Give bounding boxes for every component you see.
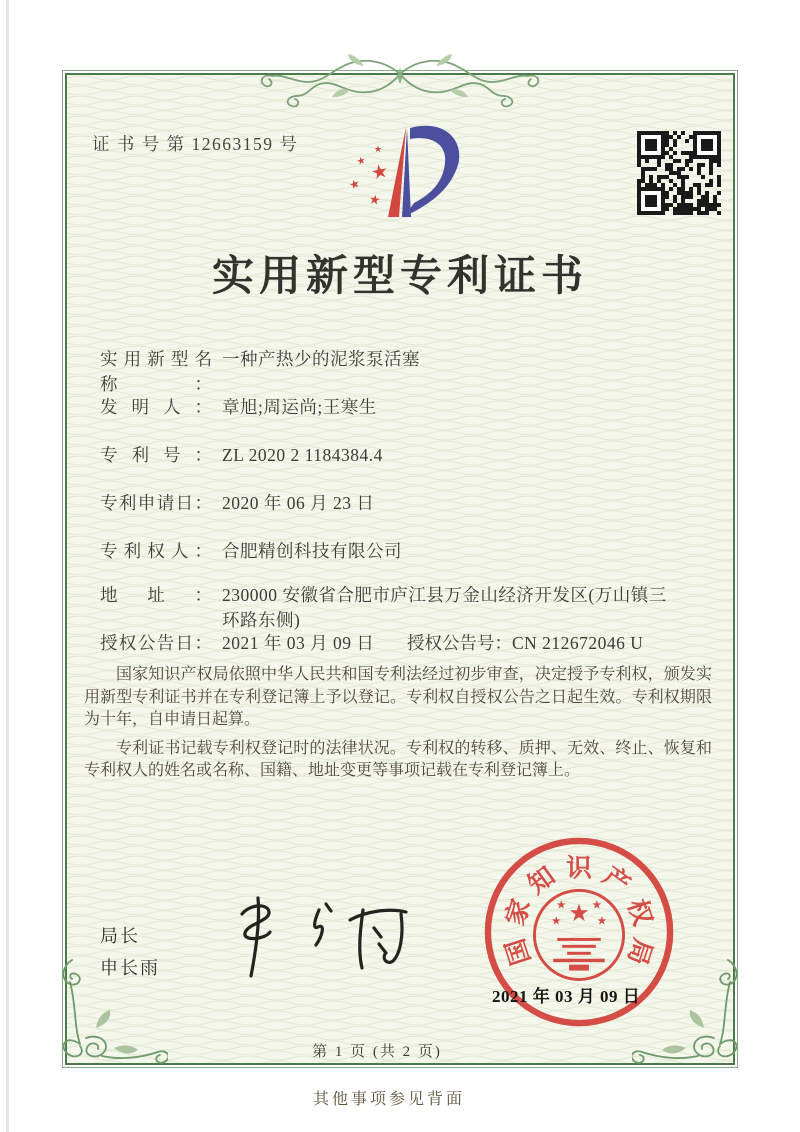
field-label: 发明人：: [100, 397, 212, 417]
director-title: 局长: [100, 926, 140, 946]
field-row-inventor: [100, 395, 745, 420]
field-label: 授权公告日：: [100, 633, 212, 653]
field-value: ZL 2020 2 1184384.4: [222, 445, 383, 465]
seal-char: 国: [500, 935, 536, 969]
seal-char: 权: [622, 895, 658, 929]
scan-edge-shadow: [6, 0, 9, 1132]
certificate-title: 实用新型专利证书: [211, 254, 588, 300]
emblem-small-star: ★: [592, 900, 602, 912]
emblem-small-star: ★: [551, 916, 561, 928]
seal-char: 产: [597, 860, 636, 900]
field-value: 230000 安徽省合肥市庐江县万金山经济开发区(万山镇三环路东侧): [222, 585, 667, 630]
field-value: 2021 年 03 月 09 日: [222, 633, 375, 653]
svg-text:★: ★: [369, 160, 391, 185]
legal-paragraph-1: 国家知识产权局依照中华人民共和国专利法经过初步审查，决定授予专利权，颁发实用新型专利证书并在专利登记簿上予以登记。专利权自授权公告之日起生效。专利权期限为十年，自申请日起算。: [84, 666, 712, 728]
field-label: 授权公告号：: [407, 633, 512, 653]
seal-char: 知: [522, 860, 561, 900]
director-signature: [222, 888, 432, 988]
svg-text:★: ★: [367, 191, 382, 208]
field-row-grant: [100, 631, 745, 657]
field-label: 实用新型名称：: [100, 349, 212, 394]
qr-code: [637, 131, 721, 215]
svg-text:★: ★: [347, 175, 363, 193]
seal-date: 2021 年 03 月 09 日: [492, 987, 641, 1006]
field-row-patent-no: [100, 443, 745, 468]
field-label: 地址：: [100, 585, 212, 605]
field-row-patentee: [100, 539, 745, 564]
seal-char: 识: [566, 853, 592, 883]
legal-paragraph-2: 专利证书记载专利权登记时的法律状况。专利权的转移、质押、无效、终止、恢复和专利权人的姓名或名称、国籍、地址变更等事项记载在专利登记簿上。: [84, 739, 712, 779]
field-value: 一种产热少的泥浆泵活塞: [222, 349, 420, 369]
field-row-filing-date: [100, 491, 745, 516]
emblem-big-star: ★: [569, 902, 589, 926]
field-row-name: [100, 347, 745, 397]
field-label: 专利号：: [100, 445, 212, 465]
seal-char: 家: [500, 895, 536, 929]
emblem-small-star: ★: [556, 900, 566, 912]
back-side-note: 其他事项参见背面: [313, 1091, 466, 1108]
emblem-small-star: ★: [597, 916, 607, 928]
field-value: CN 212672046 U: [512, 633, 644, 653]
field-label: 专利申请日：: [100, 493, 212, 513]
field-value: 合肥精创科技有限公司: [222, 541, 402, 561]
seal-char: 局: [622, 935, 658, 969]
page-number: 第 1 页 (共 2 页): [312, 1044, 442, 1060]
field-label: 专利权人：: [100, 541, 212, 561]
svg-text:★: ★: [373, 144, 383, 154]
director-name: 申长雨: [100, 958, 160, 978]
field-value: 章旭;周运尚;王寒生: [222, 397, 377, 417]
field-row-address: [100, 583, 745, 633]
legal-text: [84, 664, 712, 789]
cnipa-logo: [336, 112, 470, 224]
certificate-number: 证 书 号 第 12663159 号: [92, 134, 299, 154]
field-value: 2020 年 06 月 23 日: [222, 493, 375, 513]
svg-text:★: ★: [355, 155, 368, 169]
